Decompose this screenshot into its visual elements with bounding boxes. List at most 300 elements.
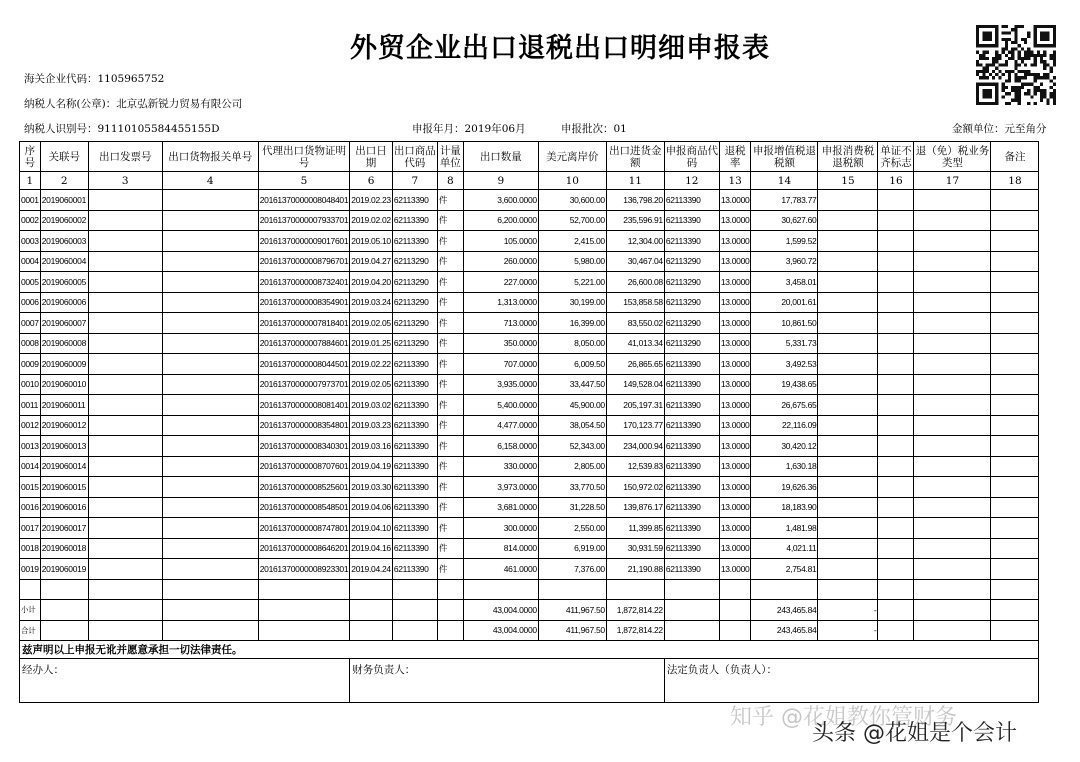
cell-empty [878,436,914,457]
cell-rate: 13.0000 [719,415,751,436]
column-number: 4 [162,172,258,190]
cell-empty [818,190,878,211]
cell-date: 2019.03.30 [350,477,393,498]
cell-empty [818,313,878,334]
cell-unit: 件 [437,538,463,559]
cell-code: 62113290 [392,251,437,272]
cell-empty [818,231,878,252]
cell-fob: 16,399.00 [538,313,606,334]
cell-decl-code: 62113290 [664,313,719,334]
cell-empty [991,395,1039,416]
cell-cert: 20161370000008048401 [258,190,350,211]
cell-decl-code: 62113390 [664,477,719,498]
cell-purchase: 30,931.59 [606,538,664,559]
cell-seq: 0001 [20,190,41,211]
cell-empty [162,559,258,580]
cell-qty: 330.0000 [463,456,538,477]
cell-empty [991,333,1039,354]
cell-empty [878,231,914,252]
cell-empty [818,292,878,313]
cell-seq: 0007 [20,313,41,334]
cell-link: 2019060018 [40,538,88,559]
cell-cert: 20161370000008796701 [258,251,350,272]
cell-link: 2019060011 [40,395,88,416]
cell-cert: 20161370000008747801 [258,518,350,539]
column-header: 出口进货金额 [606,142,664,172]
cell-empty [878,313,914,334]
cell-cert: 20161370000007973701 [258,374,350,395]
total-label: 合计 [20,620,41,641]
cell-empty [914,538,991,559]
cell-empty [88,415,162,436]
column-number: 15 [818,172,878,190]
cell-rate: 13.0000 [719,395,751,416]
table-row [20,538,1039,559]
customs-code: 海关企业代码：1105965752 [24,73,165,85]
cell-empty [350,579,393,600]
cell-cert: 20161370000009017601 [258,231,350,252]
cell-empty [878,538,914,559]
cell-vat: 2,754.81 [751,559,818,580]
table-row [20,497,1039,518]
cell-qty: 227.0000 [463,272,538,293]
cell-empty [914,477,991,498]
cell-empty [991,313,1039,334]
cell-vat: 22,116.09 [751,415,818,436]
cell-empty [162,231,258,252]
cell-purchase: 12,304.00 [606,231,664,252]
cell-purchase: 139,876.17 [606,497,664,518]
cell-rate: 13.0000 [719,538,751,559]
cell-seq: 0006 [20,292,41,313]
column-number: 3 [88,172,162,190]
cell-seq: 0019 [20,559,41,580]
cell-seq: 0005 [20,272,41,293]
cell-link: 2019060012 [40,415,88,436]
cell-empty [914,456,991,477]
column-header: 出口发票号 [88,142,162,172]
cell-empty [751,579,818,600]
cell-empty [437,600,463,621]
cell-qty: 707.0000 [463,354,538,375]
subtotal-fob: 411,967.50 [538,600,606,621]
cell-empty [88,559,162,580]
cell-empty [914,600,991,621]
cell-empty [392,620,437,641]
cell-empty [818,272,878,293]
cell-purchase: 83,550.02 [606,313,664,334]
cell-empty [914,374,991,395]
table-row [20,559,1039,580]
cell-purchase: 149,528.04 [606,374,664,395]
cell-purchase: 153,858.58 [606,292,664,313]
cell-link: 2019060015 [40,477,88,498]
cell-date: 2019.02.23 [350,190,393,211]
cell-qty: 1,313.0000 [463,292,538,313]
cell-date: 2019.02.05 [350,313,393,334]
cell-decl-code: 62113290 [664,333,719,354]
cell-decl-code: 62113390 [664,559,719,580]
cell-vat: 3,960.72 [751,251,818,272]
cell-qty: 5,400.0000 [463,395,538,416]
cell-link: 2019060006 [40,292,88,313]
total-qty: 43,004.0000 [463,620,538,641]
column-number: 16 [878,172,914,190]
cell-rate: 13.0000 [719,231,751,252]
cell-vat: 1,630.18 [751,456,818,477]
cell-seq: 0013 [20,436,41,457]
cell-seq: 0008 [20,333,41,354]
amount-unit: 金额单位：元至角分 [952,123,1047,135]
cell-purchase: 205,197.31 [606,395,664,416]
table-row [20,436,1039,457]
column-number: 17 [914,172,991,190]
declare-month: 申报年月：2019年06月 [412,123,526,135]
cell-link: 2019060007 [40,313,88,334]
cell-link: 2019060004 [40,251,88,272]
cell-cert: 20161370000008340301 [258,436,350,457]
table-row [20,333,1039,354]
cell-rate: 13.0000 [719,313,751,334]
cell-code: 62113390 [392,190,437,211]
cell-empty [88,436,162,457]
cell-code: 62113390 [392,538,437,559]
cell-rate: 13.0000 [719,251,751,272]
cell-empty [162,251,258,272]
cell-code: 62113290 [392,333,437,354]
cell-cert: 20161370000008646201 [258,538,350,559]
cell-cert: 20161370000008081401 [258,395,350,416]
column-header: 计量单位 [437,142,463,172]
cell-rate: 13.0000 [719,333,751,354]
column-number: 13 [719,172,751,190]
column-header: 申报商品代码 [664,142,719,172]
cell-link: 2019060005 [40,272,88,293]
finance-label: 财务负责人： [350,659,665,703]
subtotal-vat: 243,465.84 [751,600,818,621]
cell-vat: 10,861.50 [751,313,818,334]
table-row [20,395,1039,416]
cell-fob: 45,900.00 [538,395,606,416]
cell-fob: 52,700.00 [538,210,606,231]
column-number-row [20,172,1039,190]
subtotal-label: 小计 [20,600,41,621]
cell-empty [914,354,991,375]
column-header: 退（免）税业务类型 [914,142,991,172]
cell-link: 2019060001 [40,190,88,211]
table-row [20,518,1039,539]
column-header: 出口数量 [463,142,538,172]
cell-code: 62113390 [392,477,437,498]
cell-empty [162,313,258,334]
column-header: 序号 [20,142,41,172]
cell-empty [818,456,878,477]
column-number: 7 [392,172,437,190]
cell-empty [914,579,991,600]
cell-empty [818,518,878,539]
column-number: 11 [606,172,664,190]
cell-rate: 13.0000 [719,559,751,580]
cell-empty [991,354,1039,375]
cell-decl-code: 62113390 [664,354,719,375]
cell-empty [991,292,1039,313]
cell-empty [991,436,1039,457]
cell-empty [818,251,878,272]
page-title: 外贸企业出口退税出口明细申报表 [350,33,770,64]
cell-empty [88,395,162,416]
cell-empty [878,559,914,580]
cell-empty [40,579,88,600]
column-header: 代理出口货物证明号 [258,142,350,172]
cell-code: 62113390 [392,354,437,375]
cell-link: 2019060013 [40,436,88,457]
cell-purchase: 150,972.02 [606,477,664,498]
cell-date: 2019.04.20 [350,272,393,293]
cell-empty [914,210,991,231]
cell-empty [88,456,162,477]
cell-empty [162,395,258,416]
cell-rate: 13.0000 [719,210,751,231]
cell-unit: 件 [437,354,463,375]
cell-qty: 350.0000 [463,333,538,354]
cell-empty [88,333,162,354]
cell-empty [88,190,162,211]
column-header: 退税率 [719,142,751,172]
cell-empty [991,620,1039,641]
cell-decl-code: 62113390 [664,456,719,477]
column-header: 申报增值税退税额 [751,142,818,172]
cell-empty [88,538,162,559]
cell-empty [818,579,878,600]
cell-unit: 件 [437,559,463,580]
cell-seq: 0015 [20,477,41,498]
cell-seq: 0018 [20,538,41,559]
cell-link: 2019060019 [40,559,88,580]
column-number: 8 [437,172,463,190]
cell-empty [878,497,914,518]
cell-empty [88,497,162,518]
cell-unit: 件 [437,415,463,436]
cell-empty [162,456,258,477]
cell-empty [88,600,162,621]
cell-date: 2019.02.05 [350,374,393,395]
cell-qty: 3,935.0000 [463,374,538,395]
declaration-text: 兹声明以上申报无讹并愿意承担一切法律责任。 [20,641,1039,659]
cell-date: 2019.03.16 [350,436,393,457]
cell-empty [818,415,878,436]
cell-vat: 1,599.52 [751,231,818,252]
cell-empty [991,579,1039,600]
cell-fob: 30,199.00 [538,292,606,313]
cell-rate: 13.0000 [719,477,751,498]
cell-fob: 6,919.00 [538,538,606,559]
column-header: 出口货物报关单号 [162,142,258,172]
cell-fob: 52,343.00 [538,436,606,457]
cell-empty [88,251,162,272]
cell-rate: 13.0000 [719,354,751,375]
column-header: 美元离岸价 [538,142,606,172]
zhihu-watermark: 知乎 @花姐教你管财务 [730,705,957,730]
cell-empty [914,620,991,641]
cell-unit: 件 [437,395,463,416]
cell-fob: 7,376.00 [538,559,606,580]
qr-code-icon [976,25,1056,105]
cell-empty [818,354,878,375]
cell-fob: 2,550.00 [538,518,606,539]
cell-date: 2019.04.10 [350,518,393,539]
cell-date: 2019.03.23 [350,415,393,436]
cell-empty [88,272,162,293]
cell-empty [991,251,1039,272]
cell-empty [162,579,258,600]
cell-seq: 0016 [20,497,41,518]
cell-link: 2019060008 [40,333,88,354]
cell-seq: 0004 [20,251,41,272]
cell-unit: 件 [437,456,463,477]
total-fob: 411,967.50 [538,620,606,641]
cell-empty [914,559,991,580]
cell-empty [991,559,1039,580]
cell-date: 2019.03.24 [350,292,393,313]
cell-qty: 6,158.0000 [463,436,538,457]
table-row [20,313,1039,334]
cell-empty [818,210,878,231]
cell-code: 62113390 [392,395,437,416]
cell-code: 62113390 [392,374,437,395]
cell-empty [818,436,878,457]
cell-empty [878,518,914,539]
cell-empty [914,231,991,252]
cell-empty [878,190,914,211]
cell-empty [818,374,878,395]
cell-purchase: 21,190.88 [606,559,664,580]
cell-empty [258,620,350,641]
cell-qty: 6,200.0000 [463,210,538,231]
cell-link: 2019060002 [40,210,88,231]
cell-empty [878,292,914,313]
cell-cert: 20161370000008044501 [258,354,350,375]
cell-empty [463,579,538,600]
cell-empty [914,436,991,457]
table-row [20,231,1039,252]
cell-empty [991,374,1039,395]
cell-empty [991,477,1039,498]
cell-qty: 3,600.0000 [463,190,538,211]
cell-empty [818,497,878,518]
column-number: 2 [40,172,88,190]
cell-empty [162,436,258,457]
cell-empty [88,354,162,375]
table-row [20,354,1039,375]
cell-rate: 13.0000 [719,190,751,211]
cell-purchase: 170,123.77 [606,415,664,436]
cell-cert: 20161370000008525601 [258,477,350,498]
cell-empty [878,600,914,621]
cell-fob: 33,447.50 [538,374,606,395]
cell-empty [162,415,258,436]
cell-empty [162,477,258,498]
cell-empty [162,333,258,354]
cell-purchase: 12,539.83 [606,456,664,477]
column-header: 出口日期 [350,142,393,172]
cell-empty [664,579,719,600]
cell-empty [878,395,914,416]
cell-fob: 33,770.50 [538,477,606,498]
cell-decl-code: 62113390 [664,374,719,395]
cell-code: 62113290 [392,313,437,334]
cell-empty [88,579,162,600]
cell-empty [719,579,751,600]
cell-empty [914,395,991,416]
cell-unit: 件 [437,333,463,354]
declare-batch: 申报批次：01 [561,123,627,135]
cell-unit: 件 [437,313,463,334]
cell-link: 2019060009 [40,354,88,375]
cell-empty [878,415,914,436]
cell-qty: 4,477.0000 [463,415,538,436]
cell-empty [392,579,437,600]
cell-purchase: 41,013.34 [606,333,664,354]
cell-fob: 2,415.00 [538,231,606,252]
cell-link: 2019060017 [40,518,88,539]
cell-unit: 件 [437,477,463,498]
cell-qty: 3,681.0000 [463,497,538,518]
cell-empty [818,395,878,416]
cell-empty [878,354,914,375]
cell-date: 2019.04.27 [350,251,393,272]
cell-date: 2019.05.10 [350,231,393,252]
cell-empty [991,415,1039,436]
cell-vat: 5,331.73 [751,333,818,354]
cell-empty [991,456,1039,477]
cell-code: 62113390 [392,456,437,477]
cell-code: 62113390 [392,559,437,580]
cell-decl-code: 62113390 [664,436,719,457]
cell-rate: 13.0000 [719,497,751,518]
cell-date: 2019.03.02 [350,395,393,416]
cell-qty: 260.0000 [463,251,538,272]
cell-cert: 20161370000008354801 [258,415,350,436]
column-number: 14 [751,172,818,190]
cell-unit: 件 [437,190,463,211]
cell-empty [88,313,162,334]
cell-fob: 6,009.50 [538,354,606,375]
cell-purchase: 30,467.04 [606,251,664,272]
cell-cert: 20161370000008354901 [258,292,350,313]
cell-seq: 0012 [20,415,41,436]
cell-empty [162,354,258,375]
cell-vat: 17,783.77 [751,190,818,211]
cell-decl-code: 62113390 [664,210,719,231]
cell-empty [162,374,258,395]
cell-decl-code: 62113390 [664,415,719,436]
cell-seq: 0003 [20,231,41,252]
cell-fob: 5,980.00 [538,251,606,272]
cell-date: 2019.04.19 [350,456,393,477]
cell-empty [991,497,1039,518]
cell-empty [88,374,162,395]
cell-empty [914,333,991,354]
cell-empty [719,620,751,641]
cell-empty [914,518,991,539]
cell-empty [914,415,991,436]
cell-fob: 31,228.50 [538,497,606,518]
cell-link: 2019060014 [40,456,88,477]
cell-qty: 814.0000 [463,538,538,559]
cell-vat: 30,627.60 [751,210,818,231]
total-vat: 243,465.84 [751,620,818,641]
cell-code: 62113390 [392,210,437,231]
